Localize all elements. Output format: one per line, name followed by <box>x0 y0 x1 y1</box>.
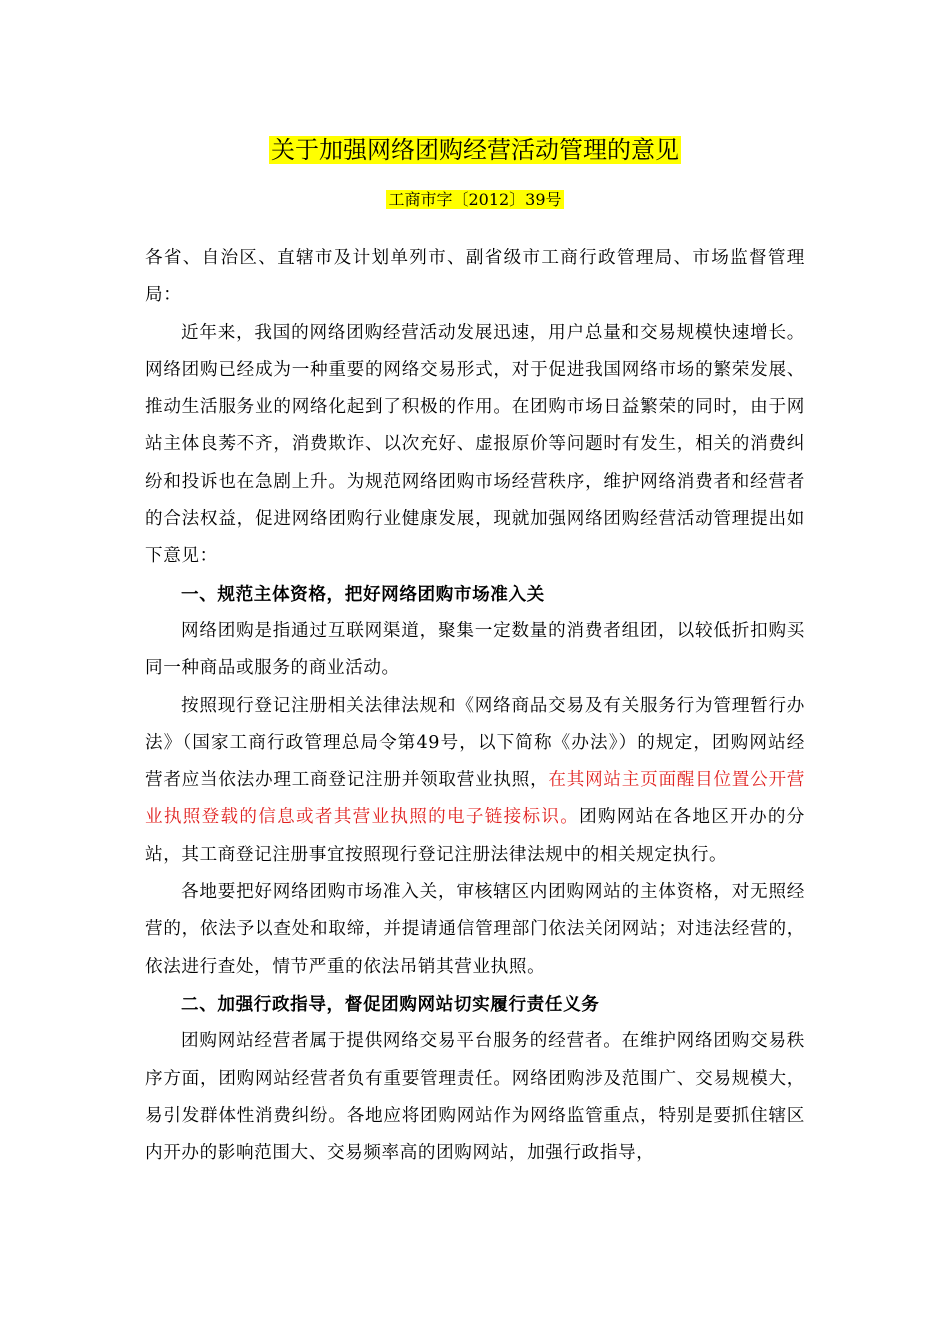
paragraph-intro: 近年来，我国的网络团购经营活动发展迅速，用户总量和交易规模快速增长。网络团购已经成为一种重要的网络交易形式，对于促进我国网络市场的繁荣发展、推动生活服务业的网络化起到了积极的作用。在团购市场日益繁荣的同时，由于网站主体良莠不齐，消费欺诈、以次充好、虚报原价等问题时有发生，相关的消费纠纷和投诉也在急剧上升。为规范网络团购市场经营秩序，维护网络消费者和经营者的合法权益，促进网络团购行业健康发展，现就加强网络团购经营活动管理提出如下意见： <box>145 322 805 567</box>
document-number <box>0 188 950 212</box>
paragraph-registration-part-b: 团购网站在各地区开办的分站，其工商登记注册事宜按照现行登记注册法律法规中的相关规定执行。 <box>145 807 805 865</box>
paragraph-market-access: 各地要把好网络团购市场准入关，审核辖区内团购网站的主体资格，对无照经营的，依法予以查处和取缔，并提请通信管理部门依法关闭网站；对违法经营的，依法进行查处，情节严重的依法吊销其营业执照。 <box>145 882 805 977</box>
section-heading-1: 一、规范主体资格，把好网络团购市场准入关 <box>181 583 545 605</box>
section-heading-2: 二、加强行政指导，督促团购网站切实履行责任义务 <box>181 993 600 1015</box>
document-number-text: 工商市字〔2012〕39号 <box>388 190 562 209</box>
paragraph-platform-duty: 团购网站经营者属于提供网络交易平台服务的经营者。在维护网络团购交易秩序方面，团购网站经营者负有重要管理责任。网络团购涉及范围广、交易规模大，易引发群体性消费纠纷。各地应将团购网站作为网络监管重点，特别是要抓住辖区内开办的影响范围大、交易频率高的团购网站，加强行政指导， <box>145 1031 805 1164</box>
recipient-line: 各省、自治区、直辖市及计划单列市、副省级市工商行政管理局、市场监督管理局： <box>145 248 805 306</box>
paragraph-registration-part-a: 按照现行登记注册相关法律法规和《网络商品交易及有关服务行为管理暂行办法》（国家工商行政管理总局令第49号，以下简称《办法》）的规定，团购网站经营者应当依法办理工商登记注册并领取营业执照， <box>145 695 805 791</box>
document-title-text: 关于加强网络团购经营活动管理的意见 <box>271 136 679 164</box>
paragraph-registration <box>145 688 805 874</box>
document-body <box>145 240 805 1172</box>
document-title <box>0 133 950 167</box>
highlighted-requirement-text: 在其网站主页面醒目位置公开营业执照登载的信息或者其营业执照的电子链接标识。 <box>145 770 805 828</box>
paragraph-definition: 网络团购是指通过互联网渠道，聚集一定数量的消费者组团，以较低折扣购买同一种商品或服务的商业活动。 <box>145 620 805 679</box>
